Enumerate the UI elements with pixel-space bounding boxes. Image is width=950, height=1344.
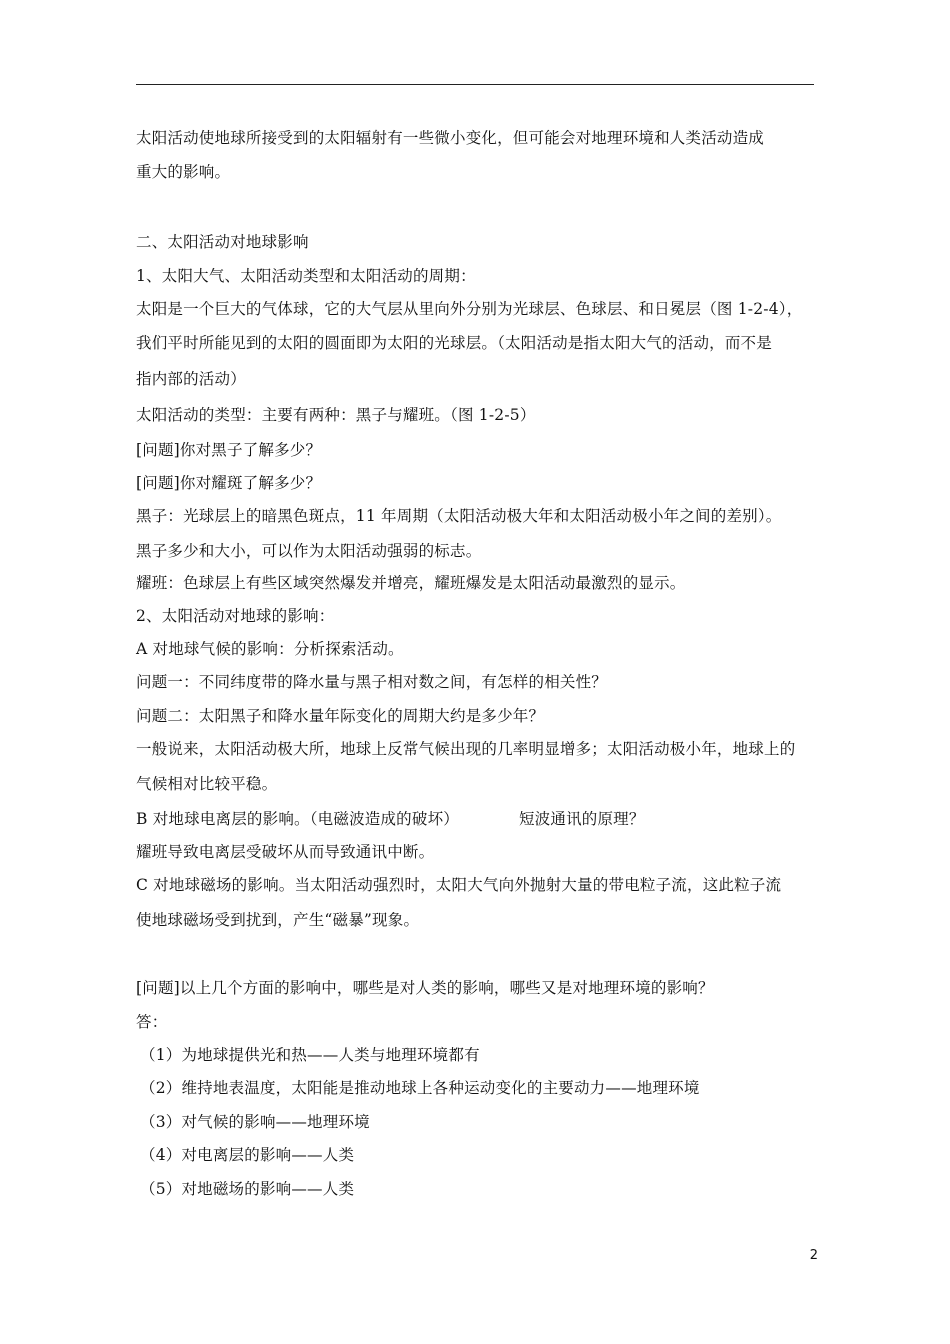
answer-item: （2）维持地表温度，太阳能是推动地球上各种运动变化的主要动力——地理环境 bbox=[140, 1079, 700, 1097]
question-line: [问题]你对黑子了解多少？ bbox=[136, 441, 322, 459]
question-line: 问题一：不同纬度带的降水量与黑子相对数之间，有怎样的相关性？ bbox=[136, 673, 608, 691]
paragraph-line: 重大的影响。 bbox=[136, 163, 231, 181]
answer-item: （1）为地球提供光和热——人类与地理环境都有 bbox=[140, 1046, 480, 1064]
question-line: [问题]以上几个方面的影响中，哪些是对人类的影响，哪些又是对地理环境的影响？ bbox=[136, 979, 714, 997]
paragraph-line: 我们平时所能见到的太阳的圆面即为太阳的光球层。（太阳活动是指太阳大气的活动，而不是 bbox=[136, 334, 772, 352]
b-heading-left: B 对地球电离层的影响。（电磁波造成的破坏） bbox=[136, 810, 459, 828]
paragraph-line: 一般说来，太阳活动极大所，地球上反常气候出现的几率明显增多；太阳活动极小年，地球上的 bbox=[136, 740, 796, 758]
answer-item: （4）对电离层的影响——人类 bbox=[140, 1146, 355, 1164]
answer-item: （3）对气候的影响——地理环境 bbox=[140, 1113, 370, 1131]
answer-item: （5）对地磁场的影响——人类 bbox=[140, 1180, 355, 1198]
paragraph-line: 气候相对比较平稳。 bbox=[136, 775, 278, 793]
question-line: 问题二：太阳黑子和降水量年际变化的周期大约是多少年？ bbox=[136, 707, 545, 725]
paragraph-line: 指内部的活动） bbox=[136, 370, 246, 388]
paragraph-line: 太阳活动使地球所接受到的太阳辐射有一些微小变化，但可能会对地理环境和人类活动造成 bbox=[136, 129, 765, 147]
page-number: 2 bbox=[809, 1248, 818, 1263]
header-rule bbox=[136, 84, 814, 85]
subsection-heading: 1、太阳大气、太阳活动类型和太阳活动的周期： bbox=[136, 267, 476, 285]
paragraph-line: 使地球磁场受到扰到，产生“磁暴”现象。 bbox=[136, 911, 420, 929]
paragraph-line bbox=[136, 809, 816, 829]
paragraph-line: A 对地球气候的影响：分析探索活动。 bbox=[136, 640, 404, 658]
section-heading: 二、太阳活动对地球影响 bbox=[136, 233, 309, 251]
b-heading-right: 短波通讯的原理？ bbox=[518, 810, 645, 828]
paragraph-line: 耀班导致电离层受破坏从而导致通讯中断。 bbox=[136, 843, 435, 861]
paragraph-line: 黑子：光球层上的暗黑色斑点，11 年周期（太阳活动极大年和太阳活动极小年之间的差别）。 bbox=[136, 507, 782, 525]
paragraph-line: 太阳活动的类型：主要有两种：黑子与耀班。（图 1-2-5） bbox=[136, 406, 536, 424]
paragraph-line: 太阳是一个巨大的气体球，它的大气层从里向外分别为光球层、色球层、和日冕层（图 1-2-4）， bbox=[136, 300, 803, 318]
paragraph-line: 耀班：色球层上有些区域突然爆发并增亮，耀班爆发是太阳活动最激烈的显示。 bbox=[136, 574, 686, 592]
subsection-heading: 2、太阳活动对地球的影响： bbox=[136, 607, 335, 625]
paragraph-line: 黑子多少和大小，可以作为太阳活动强弱的标志。 bbox=[136, 542, 482, 560]
paragraph-line: C 对地球磁场的影响。当太阳活动强烈时，太阳大气向外抛射大量的带电粒子流，这此粒子流 bbox=[136, 876, 782, 894]
answer-label: 答： bbox=[136, 1013, 168, 1031]
question-line: [问题]你对耀斑了解多少？ bbox=[136, 474, 322, 492]
